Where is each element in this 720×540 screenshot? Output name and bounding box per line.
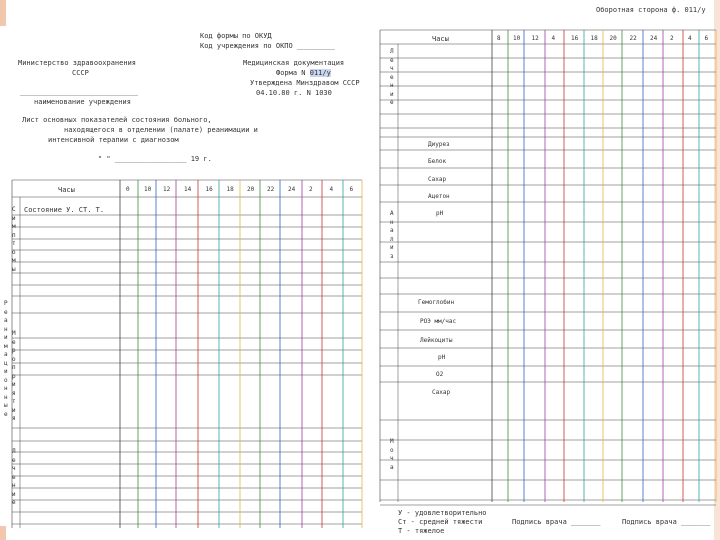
form-prefix: Форма N xyxy=(276,69,306,77)
legend-line2: Ст - средней тяжести xyxy=(398,518,483,526)
legend-line1: У - удовлетворительно xyxy=(398,509,487,517)
meddoc-label: Медицинская документация xyxy=(243,59,345,67)
hour-label: 22 xyxy=(267,186,275,193)
hour-label: 4 xyxy=(688,35,692,42)
side-label-letter: е xyxy=(390,56,394,64)
row-label: pH xyxy=(436,210,444,217)
hour-label: 10 xyxy=(144,186,152,193)
side-label-letter: я xyxy=(12,415,16,422)
left-hours-label: Часы xyxy=(58,186,75,194)
side-label-letter: н xyxy=(12,482,16,489)
side-label-letter: о xyxy=(12,248,16,256)
side-label-letter: о xyxy=(390,446,394,454)
side-label-letter: и xyxy=(12,490,16,498)
side-label-letter: е xyxy=(4,410,8,418)
side-label-letter: ч xyxy=(390,65,394,72)
hour-label: 20 xyxy=(609,35,617,42)
hour-label: 16 xyxy=(571,35,579,42)
side-label-letter: Л xyxy=(390,48,394,55)
okud-label: Код формы по ОКУД xyxy=(200,32,272,40)
title-line2: находящегося в отделении (палате) реанимации и xyxy=(64,126,258,134)
side-label-letter: т xyxy=(12,240,16,247)
side-label-letter: л xyxy=(390,235,394,243)
row-label: Гемоглобин xyxy=(418,299,455,306)
side-label-letter: е xyxy=(12,456,16,464)
row-label: Ацетон xyxy=(428,193,450,200)
side-label-letter: н xyxy=(390,82,394,89)
side-label-letter: е xyxy=(390,99,394,106)
side-label-letter: и xyxy=(12,406,16,414)
side-label-letter: Р xyxy=(4,300,8,307)
hour-label: 2 xyxy=(309,186,313,193)
side-label-letter: н xyxy=(390,218,394,226)
row-label: РОЭ мм/час xyxy=(420,318,457,325)
hour-label: 12 xyxy=(531,35,539,42)
approved-by: Утверждена Минздравом СССР xyxy=(250,79,360,87)
hour-label: 18 xyxy=(590,35,598,42)
hour-label: 12 xyxy=(163,186,171,193)
hour-label: 4 xyxy=(329,186,334,193)
hour-label: 24 xyxy=(288,186,296,193)
row-label: Диурез xyxy=(428,141,450,148)
side-label-letter: о xyxy=(12,355,16,363)
side-label-letter: е xyxy=(390,73,394,81)
side-label-letter: е xyxy=(12,473,16,481)
side-label-letter: ы xyxy=(12,265,16,273)
approved-date: 04.10.80 г. N 1030 xyxy=(256,89,332,97)
side-label-letter: Л xyxy=(12,448,16,455)
row-label: О2 xyxy=(436,371,444,378)
ministry-line2: СССР xyxy=(72,69,89,77)
side-label-letter: а xyxy=(4,351,8,358)
side-label-letter: р xyxy=(12,347,16,354)
hour-label: 0 xyxy=(126,186,130,193)
side-label-letter: т xyxy=(12,398,16,405)
side-label-letter: ц xyxy=(4,359,8,367)
side-label-letter: С xyxy=(12,206,16,213)
side-label-letter: м xyxy=(12,223,16,230)
doctor-signature-1: Подпись врача _______ xyxy=(512,518,601,526)
side-label-letter: и xyxy=(4,334,8,341)
hour-label: 20 xyxy=(247,186,255,193)
side-label-letter: е xyxy=(12,499,16,506)
side-label-letter: з xyxy=(390,252,394,260)
row-label: pH xyxy=(438,354,446,361)
side-label-letter: а xyxy=(390,227,394,234)
doctor-signature-2: Подпись врача _______ xyxy=(622,518,711,526)
side-label-letter: и xyxy=(4,368,8,375)
hour-label: 14 xyxy=(184,186,192,193)
side-label-letter: М xyxy=(390,438,394,445)
hour-label: 8 xyxy=(497,35,501,42)
hour-label: 6 xyxy=(704,35,709,42)
side-label-letter: е xyxy=(12,338,16,346)
right-header-label: Оборотная сторона ф. 011/у xyxy=(596,6,706,14)
row-label: Сахар xyxy=(428,176,447,183)
side-label-letter: а xyxy=(390,463,394,471)
hour-label: 18 xyxy=(226,186,234,193)
side-label-letter: и xyxy=(12,214,16,222)
side-label-letter: а xyxy=(4,317,8,324)
form-number: 011/у xyxy=(309,69,331,77)
date-line: " " _________________ 19 г. xyxy=(98,155,212,163)
row-label: Сахар xyxy=(432,389,451,396)
side-label-letter: н xyxy=(4,393,8,401)
hour-label: 22 xyxy=(629,35,637,42)
side-label-letter: и xyxy=(12,381,16,388)
side-label-letter: и xyxy=(390,244,394,251)
hour-label: 10 xyxy=(513,35,521,42)
side-label-letter: н xyxy=(4,385,8,392)
side-label-letter: ы xyxy=(4,402,8,409)
okpo-label: Код учреждения по ОКПО _________ xyxy=(200,42,335,50)
side-label-letter: е xyxy=(4,308,8,316)
hour-label: 24 xyxy=(650,35,658,42)
title-line1: Лист основных показателей состояния больного, xyxy=(22,116,212,124)
side-label-letter: о xyxy=(4,376,8,384)
side-label-letter: м xyxy=(12,257,16,264)
title-line3: интенсивной терапии с диагнозом xyxy=(48,136,179,144)
side-label-letter: п xyxy=(12,231,16,239)
hour-label: 4 xyxy=(551,35,556,42)
hour-label: 16 xyxy=(205,186,213,193)
hour-label: 6 xyxy=(349,186,354,193)
side-label-letter: р xyxy=(12,372,16,380)
hour-label: 2 xyxy=(670,35,674,42)
legend-line3: Т - тяжелое xyxy=(398,527,445,535)
side-label-letter: п xyxy=(12,364,16,371)
row-label: Белок xyxy=(428,158,447,165)
side-label-letter: ч xyxy=(12,465,16,472)
side-label-letter: М xyxy=(12,330,16,337)
side-label-letter: и xyxy=(390,90,394,98)
institution-blank: ____________________________ xyxy=(20,88,139,96)
side-label-letter: ч xyxy=(390,455,394,462)
side-label-letter: я xyxy=(12,389,16,397)
side-label-letter: м xyxy=(4,342,8,350)
condition-label: Состояние У. СТ. Т. xyxy=(24,206,105,214)
ministry-line1: Министерство здравоохранения xyxy=(18,59,137,67)
side-label-letter: А xyxy=(390,210,394,217)
right-hours-label: Часы xyxy=(432,35,449,43)
side-label-letter: н xyxy=(4,325,8,333)
institution-label: наименование учреждения xyxy=(34,98,131,106)
row-label: Лейкоциты xyxy=(420,337,453,344)
